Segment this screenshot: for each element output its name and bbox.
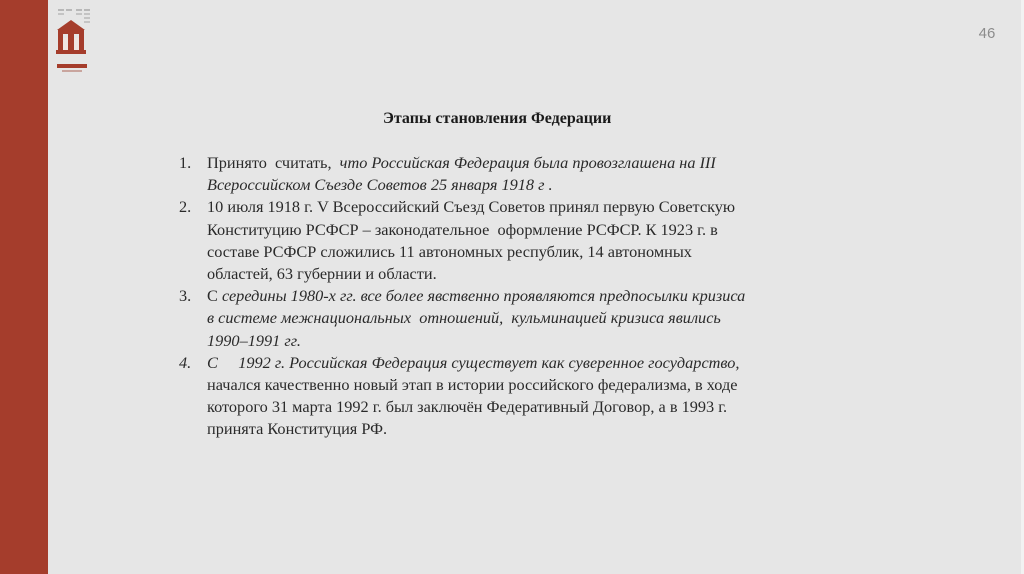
list-item xyxy=(176,196,876,285)
list-item xyxy=(176,352,876,441)
text-segment: середины 1980-х гг. все более явственно проявляются предпосылки кризиса xyxy=(221,286,746,306)
text-segment: составе РСФСР сложились 11 автономных республик, 14 автономных xyxy=(207,241,692,261)
university-logo xyxy=(55,8,95,74)
text-segment: Конституцию РСФСР – законодательное оформление РСФСР. К 1923 г. в xyxy=(207,219,718,239)
text-segment: С 1992 г. Российская Федерация существует как суверенное государство, xyxy=(207,352,740,372)
list-item-number: 1. xyxy=(179,153,192,172)
text-segment: начался качественно новый этап в истории российского федерализма, в ходе xyxy=(207,375,738,395)
list-item-number: 4. xyxy=(179,352,192,372)
text-segment: 1990–1991 гг. xyxy=(207,330,301,350)
list-item-line xyxy=(207,196,876,218)
list-item-line xyxy=(207,307,876,329)
list-item-line xyxy=(207,396,876,418)
list-item-line xyxy=(207,374,876,396)
stages-list xyxy=(176,152,876,441)
text-segment: 10 июля 1918 г. V Всероссийский Съезд Советов принял первую Советскую xyxy=(207,197,736,217)
list-item-line xyxy=(207,263,876,285)
text-segment: которого 31 марта 1992 г. был заключён Федеративный Договор, а в 1993 г. xyxy=(207,397,728,417)
list-item-line xyxy=(207,352,876,374)
list-item-line xyxy=(207,330,876,352)
list-item-line xyxy=(207,219,876,241)
list-item-line xyxy=(207,418,876,440)
slide-number: 46 xyxy=(978,25,996,42)
slide-title: Этапы становления Федерации xyxy=(383,110,612,127)
text-segment: принята Конституция РФ. xyxy=(207,419,388,439)
list-item xyxy=(176,152,876,196)
text-segment: Всероссийском Съезде Советов 25 января 1918 г . xyxy=(207,175,553,195)
list-item-number: 3. xyxy=(179,286,192,306)
text-segment: Принято считать, xyxy=(207,153,340,172)
list-item-line xyxy=(207,152,876,174)
university-building-logo-icon xyxy=(55,8,95,74)
left-accent-bar xyxy=(0,0,48,574)
text-segment: областей, 63 губернии и области. xyxy=(207,264,437,284)
list-item xyxy=(176,285,876,352)
list-item-line xyxy=(207,241,876,263)
text-segment: что Российская Федерация была провозглашена на III xyxy=(339,153,716,172)
list-item-line xyxy=(207,174,876,196)
list-item-line xyxy=(207,285,876,307)
text-segment: в системе межнациональных отношений, кульминацией кризиса явились xyxy=(207,308,721,328)
list-item-number: 2. xyxy=(179,197,192,217)
text-segment: С xyxy=(207,286,222,306)
